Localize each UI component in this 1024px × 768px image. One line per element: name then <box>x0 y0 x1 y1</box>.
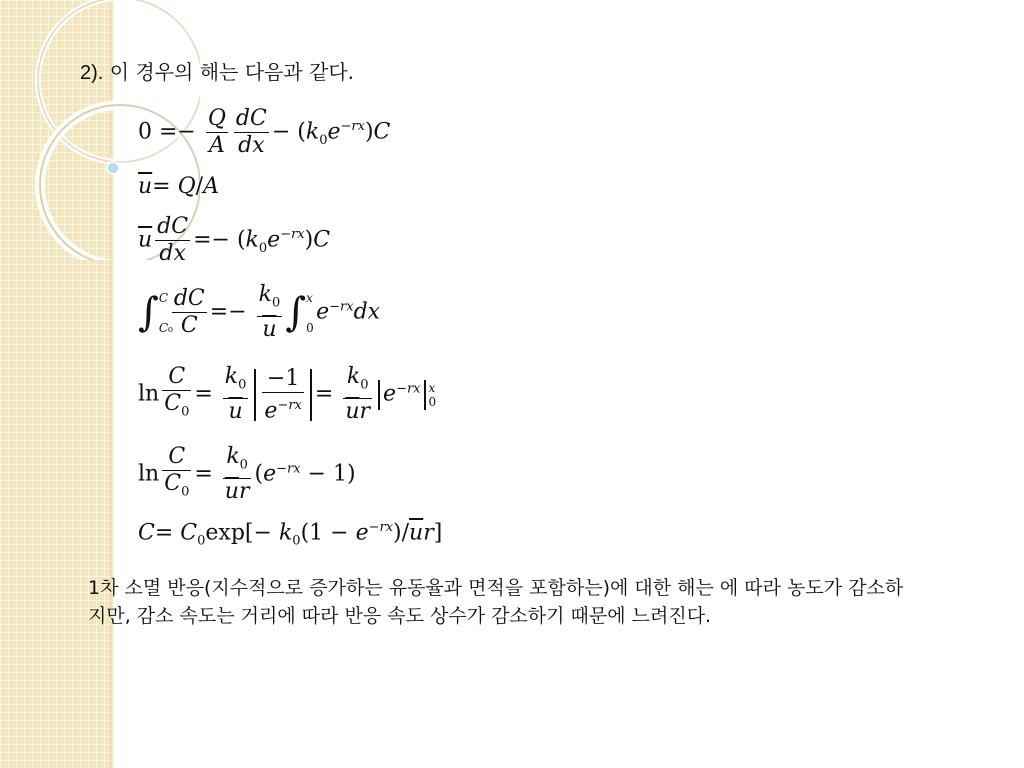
explanation-paragraph: 1차 소멸 반응(지수적으로 증가하는 유동율과 면적을 포함하는)에 대한 해는 에 따라 농도가 감소하지만, 감소 속도는 거리에 따라 반응 속도 상수가 감소하기 때문에 느려진다. <box>88 577 904 627</box>
equation-3: $\overline{u}$ $\frac{dC}{dx}$ =− $(k_0e^{-rx})C$ <box>138 214 331 266</box>
equation-4: ∫C C₀ $\frac{dC}{C}$ =− $\frac{k_0}{u}$ ∫x $0e^{-rx}dx$ <box>138 282 381 343</box>
title-number: 2). <box>80 62 104 84</box>
equation-6: ln $\frac{C}{C_0}$ = $\frac{k_0}{\overline{u}r}$ $(e^{-rx} - 1)$ <box>138 444 356 505</box>
equation-2: $\overline{u}= Q/A$ <box>138 174 219 199</box>
slide-title <box>80 56 354 85</box>
equation-5: ln $\frac{C}{C_0}$ = $\frac{k_0}{u}$ $\frac{-1}{e^{-rx}}$ = $\frac{k_0}{\overline{u}r}$ $e^{-rx}$ x 0 <box>138 364 437 425</box>
equation-1: 0 =− $\frac{Q}{A}$ $\frac{dC}{dx}$ − $(k_0e^{-rx})C$ <box>138 106 391 158</box>
equation-7: $C= C_0\exp[- k_0(1 - e^{-rx})/\overline{u}r]$ <box>138 520 443 549</box>
title-text: 이 경우의 해는 다음과 같다. <box>109 60 355 84</box>
